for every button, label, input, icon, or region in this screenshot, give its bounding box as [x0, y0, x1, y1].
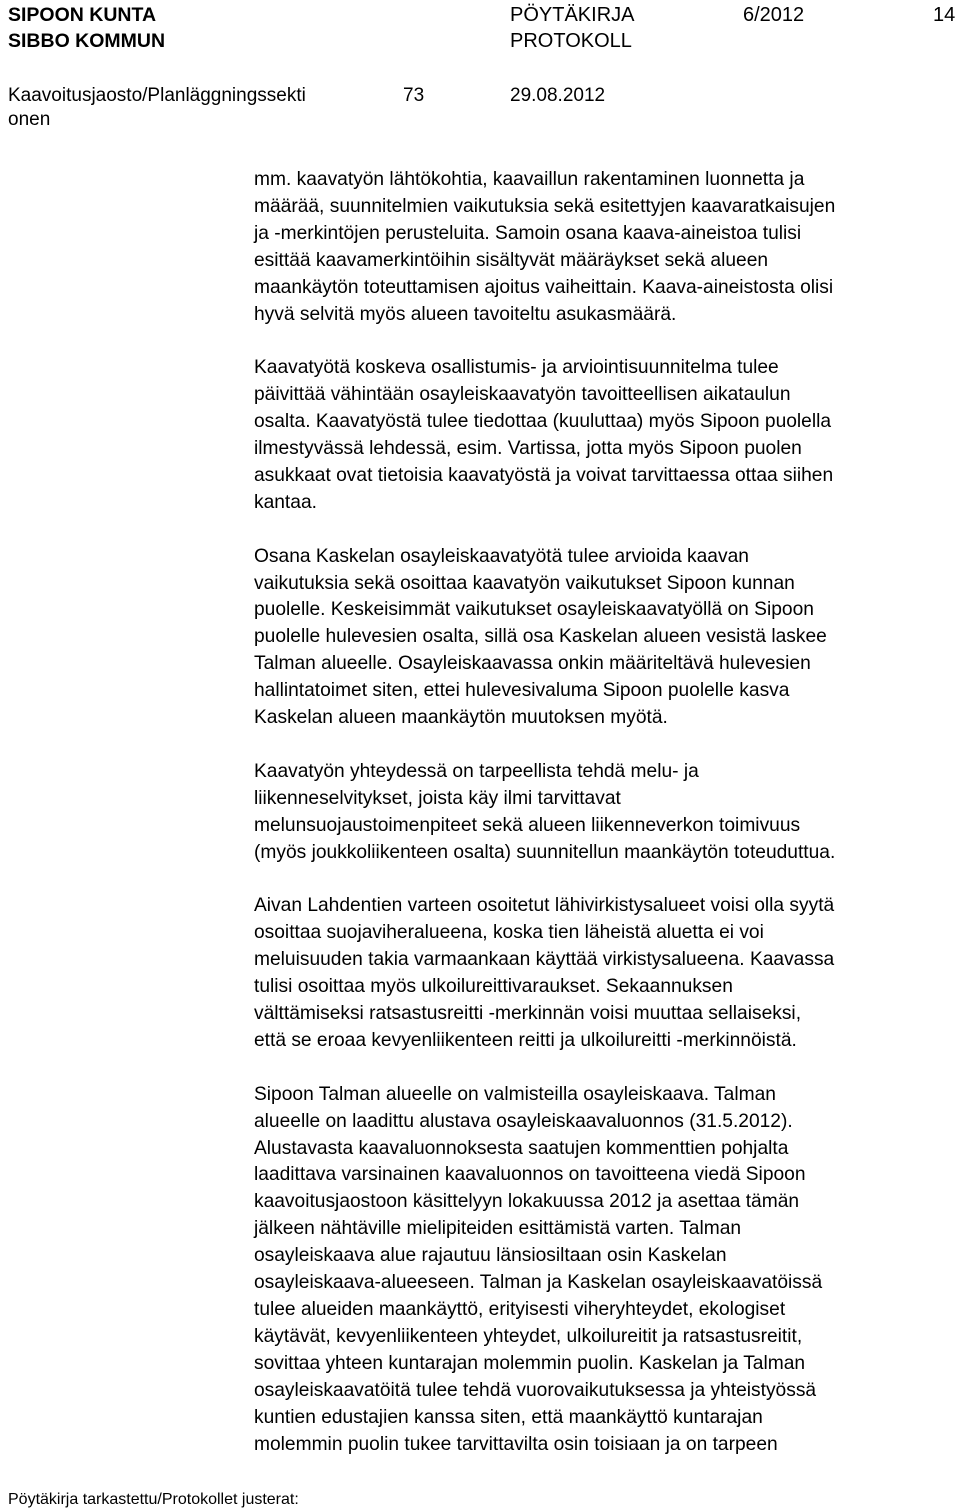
- text-line: kuntien edustajien kanssa siten, että maankäyttö kuntarajan: [254, 1406, 763, 1428]
- document-body: [254, 167, 954, 1458]
- text-line: välttämiseksi ratsastusreitti -merkinnän voisi muuttaa sellaiseksi,: [254, 1003, 802, 1025]
- text-line: osalta. Kaavatyöstä tulee tiedottaa (kuuluttaa) myös Sipoon puolella: [254, 411, 832, 433]
- text-line: Sipoon Talman alueelle on valmisteilla osayleiskaava. Talman: [254, 1083, 776, 1105]
- text-line: tulisi osoittaa myös ulkoilureittivaraukset. Sekaannuksen: [254, 976, 733, 998]
- text-line: Osana Kaskelan osayleiskaavatyötä tulee arvioida kaavan: [254, 545, 749, 567]
- issue-number: 6/2012: [743, 4, 805, 26]
- text-line: jälkeen nähtäville mielipiteiden esittämistä varten. Talman: [254, 1218, 742, 1240]
- text-line: Kaavatyön yhteydessä on tarpeellista tehdä melu- ja: [254, 760, 699, 782]
- paragraph: [254, 167, 954, 328]
- paragraph: [254, 355, 954, 516]
- document-type-sv: PROTOKOLL: [510, 30, 632, 52]
- text-line: ilmestyvässä lehdessä, esim. Vartissa, jotta myös Sipoon puolen: [254, 438, 802, 460]
- text-line: Aivan Lahdentien varteen osoitetut lähivirkistysalueet voisi olla syytä: [254, 895, 835, 917]
- text-line: päivittää vähintään osayleiskaavatyön tavoitteellisen aikataulun: [254, 384, 791, 406]
- paragraph: [254, 1082, 954, 1459]
- organization-name-sv: SIBBO KOMMUN: [8, 30, 166, 52]
- text-line: Kaavatyötä koskeva osallistumis- ja arviointisuunnitelma tulee: [254, 357, 779, 379]
- text-line: osoittaa suojaviheralueena, koska tien läheistä aluetta ei voi: [254, 922, 764, 944]
- committee-name-line2: onen: [8, 109, 51, 130]
- paragraph: [254, 893, 954, 1054]
- page-number: 14: [933, 4, 956, 26]
- text-line: sovittaa yhteen kuntarajan molemmin puolin. Kaskelan ja Talman: [254, 1352, 806, 1374]
- text-line: ja -merkintöjen perusteluita. Samoin osana kaava-aineistoa tulisi: [254, 222, 802, 244]
- text-line: hallintatoimet siten, ettei hulevesivaluma Sipoon puolelle kasva: [254, 680, 790, 702]
- text-line: tulee alueiden maankäyttö, erityisesti viheryhteydet, ekologiset: [254, 1298, 786, 1320]
- text-line: että se eroaa kevyenliikenteen reitti ja ulkoilureitti -merkinnöistä.: [254, 1029, 797, 1051]
- text-line: Alustavasta kaavaluonnoksesta saatujen kommenttien pohjalta: [254, 1137, 789, 1159]
- text-line: esittää kaavamerkintöihin sisältyvät määräykset sekä alueen: [254, 249, 769, 271]
- text-line: meluisuuden takia varmaankaan käyttää virkistysalueena. Kaavassa: [254, 949, 835, 971]
- text-line: kaavoitusjaostoon käsittelyyn lokakuussa 2012 ja asettaa tämän: [254, 1191, 800, 1213]
- text-line: puolelle hulevesien osalta, sillä osa Kaskelan alueen vesistä laskee: [254, 626, 827, 648]
- text-line: (myös joukkoliikenteen osalta) suunnitellun maankäytön toteuduttua.: [254, 841, 836, 863]
- paragraph: [254, 759, 954, 867]
- text-line: asukkaat ovat tietoisia kaavatyöstä ja voivat tarvittaessa ottaa siihen: [254, 464, 834, 486]
- text-line: määrää, suunnitelmien vaikutuksia sekä esitettyjen kaavaratkaisujen: [254, 195, 836, 217]
- text-line: laadittava varsinainen kaavaluonnos on tavoitteena viedä Sipoon: [254, 1164, 806, 1186]
- text-line: melunsuojaustoimenpiteet sekä alueen liikenneverkon toimivuus: [254, 814, 801, 836]
- protocol-checked-note: Pöytäkirja tarkastettu/Protokollet justerat:: [8, 1491, 299, 1508]
- text-line: osayleiskaava alue rajautuu länsiosiltaan osin Kaskelan: [254, 1245, 727, 1267]
- section-number: 73: [403, 85, 425, 106]
- text-line: liikenneselvitykset, joista käy ilmi tarvittavat: [254, 787, 621, 809]
- text-line: molemmin puolin tukee tarvittavilta osin toisiaan ja on tarpeen: [254, 1433, 778, 1455]
- text-line: puolelle. Keskeisimmät vaikutukset osayleiskaavatyöllä on Sipoon: [254, 599, 814, 621]
- text-line: maankäytön toteuttamisen ajoitus vaiheittain. Kaava-aineistosta olisi: [254, 276, 834, 298]
- text-line: Kaskelan alueen maankäytön muutoksen myötä.: [254, 707, 668, 729]
- meeting-date: 29.08.2012: [510, 85, 606, 106]
- text-line: osayleiskaavatöitä tulee tehdä vuorovaikutuksessa ja yhteistyössä: [254, 1379, 817, 1401]
- text-line: mm. kaavatyön lähtökohtia, kaavaillun rakentaminen luonnetta ja: [254, 169, 805, 190]
- text-line: kantaa.: [254, 491, 317, 513]
- text-line: käytävät, kevyenliikenteen yhteydet, ulkoilureitit ja ratsastusreitit,: [254, 1325, 803, 1347]
- text-line: Talman alueelle. Osayleiskaavassa onkin määriteltävä hulevesien: [254, 653, 811, 675]
- committee-name-line1: Kaavoitusjaosto/Planläggningssekti: [8, 85, 306, 106]
- text-line: alueelle on laadittu alustava osayleiskaavaluonnos (31.5.2012).: [254, 1110, 793, 1132]
- paragraph: [254, 544, 954, 732]
- text-line: hyvä selvitä myös alueen tavoiteltu asukasmäärä.: [254, 303, 677, 325]
- document-type-fi: PÖYTÄKIRJA: [510, 4, 635, 26]
- organization-name-fi: SIPOON KUNTA: [8, 4, 157, 26]
- text-line: osayleiskaava-alueeseen. Talman ja Kaskelan osayleiskaavatöissä: [254, 1272, 823, 1294]
- text-line: vaikutuksia sekä osoittaa kaavatyön vaikutukset Sipoon kunnan: [254, 572, 795, 594]
